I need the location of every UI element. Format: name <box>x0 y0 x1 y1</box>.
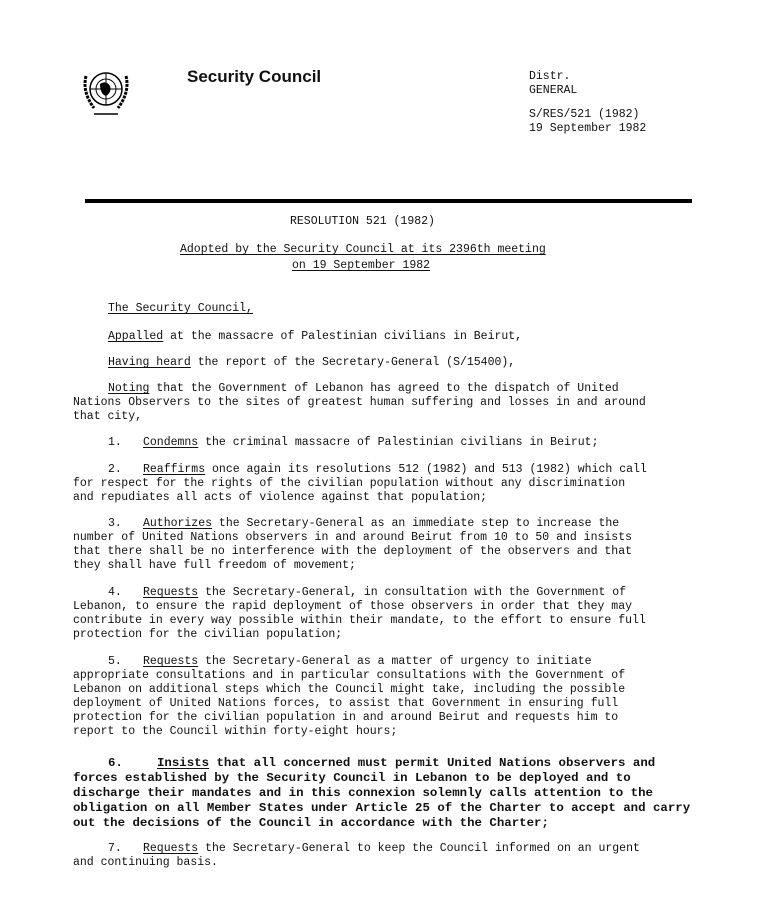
paragraph-text: that the Government of Lebanon has agreed to the dispatch of United <box>149 382 619 395</box>
paragraph-line <box>73 545 632 559</box>
paragraph-text: and continuing basis. <box>73 856 218 869</box>
paragraph-number: 5. <box>108 655 122 668</box>
un-emblem-icon <box>80 64 132 120</box>
paragraph-text: at the massacre of Palestinian civilians in Beirut, <box>163 330 523 343</box>
paragraph-text: the report of the Secretary-General (S/15400), <box>190 356 516 369</box>
operative-keyword: Reaffirms <box>143 463 206 476</box>
paragraph-line <box>108 382 619 396</box>
paragraph-line <box>73 491 487 505</box>
operative-keyword: Appalled <box>108 330 164 343</box>
adopted-line-2: on 19 September 1982 <box>292 259 431 272</box>
paragraph-text: that there shall be no interference with the deployment of the observers and that <box>73 545 632 558</box>
paragraph-line <box>73 628 342 642</box>
paragraph-text: contribute in every way possible within their mandate, to the effort to ensure full <box>73 614 646 627</box>
paragraph-number: 1. <box>108 436 122 449</box>
paragraph-text: once again its resolutions 512 (1982) and 513 (1982) which call <box>205 463 647 476</box>
paragraph-number: 4. <box>108 586 122 599</box>
paragraph-text: the Secretary-General as an immediate step to increase the <box>212 517 620 530</box>
paragraph-text: appropriate consultations and in particular consultations with the Government of <box>73 669 626 682</box>
paragraph-text: Lebanon, to ensure the rapid deployment of those observers in order that they may <box>73 600 632 613</box>
paragraph-text: they shall have full freedom of movement; <box>73 559 356 572</box>
adopted-line-1: Adopted by the Security Council at its 2396th meeting <box>180 243 546 256</box>
header-divider <box>85 199 692 203</box>
paragraph-number: 6. <box>108 756 123 770</box>
paragraph-text: protection for the civilian population in and around Beirut and requests him to <box>73 711 619 724</box>
paragraph-line <box>73 410 142 424</box>
paragraph-line <box>73 816 549 830</box>
document-date: 19 September 1982 <box>529 122 647 135</box>
paragraph-text: protection for the civilian population; <box>73 628 343 641</box>
paragraph-line <box>73 477 625 491</box>
paragraph-line <box>73 725 397 739</box>
operative-keyword: Requests <box>143 842 199 855</box>
operative-keyword: Requests <box>143 586 199 599</box>
paragraph-line <box>73 669 625 683</box>
paragraph-text: forces established by the Security Council in Lebanon to be deployed and to <box>73 771 631 785</box>
paragraph-line <box>73 559 356 573</box>
operative-keyword: The Security Council, <box>108 302 253 315</box>
paragraph-line <box>108 356 515 370</box>
paragraph-line <box>73 697 618 711</box>
paragraph-number: 7. <box>108 842 122 855</box>
paragraph-line <box>73 801 690 815</box>
paragraph-text: that all concerned must permit United Nations observers and <box>209 756 656 770</box>
operative-keyword: Authorizes <box>143 517 213 530</box>
paragraph-text: that city, <box>73 410 143 423</box>
distribution-label: Distr. <box>529 70 571 83</box>
paragraph-text: the criminal massacre of Palestinian civilians in Beirut; <box>198 436 599 449</box>
paragraph-text: for respect for the rights of the civilian population without any discrimination <box>73 477 626 490</box>
distribution-value: GENERAL <box>529 84 578 97</box>
paragraph-line <box>73 856 218 870</box>
paragraph-line <box>73 771 631 785</box>
paragraph-text: Lebanon on additional steps which the Council might take, including the possible <box>73 683 626 696</box>
paragraph-line <box>73 531 632 545</box>
operative-keyword: Requests <box>143 655 199 668</box>
paragraph-number: 2. <box>108 463 122 476</box>
paragraph-line <box>73 711 618 725</box>
paragraph-line <box>108 330 522 344</box>
document-symbol: S/RES/521 (1982) <box>529 108 640 121</box>
paragraph-text: Nations Observers to the sites of greatest human suffering and losses in and around <box>73 396 646 409</box>
operative-keyword: Insists <box>157 756 210 770</box>
paragraph-text: the Secretary-General, in consultation with the Government of <box>198 586 627 599</box>
paragraph-text: and repudiates all acts of violence against that population; <box>73 491 488 504</box>
paragraph-text: out the decisions of the Council in accordance with the Charter; <box>73 816 549 830</box>
operative-keyword: Noting <box>108 382 150 395</box>
resolution-title: RESOLUTION 521 (1982) <box>290 215 435 228</box>
organ-title: Security Council <box>187 67 322 86</box>
paragraph-line <box>73 614 646 628</box>
paragraph-text: discharge their mandates and in this connexion solemnly calls attention to the <box>73 786 653 800</box>
paragraph-text: number of United Nations observers in and around Beirut from 10 to 50 and insists <box>73 531 632 544</box>
paragraph-line <box>73 683 625 697</box>
operative-keyword: Having heard <box>108 356 191 369</box>
paragraph-text: report to the Council within forty-eight hours; <box>73 725 398 738</box>
paragraph-line <box>108 302 253 316</box>
paragraph-line <box>73 786 653 800</box>
paragraph-line <box>73 600 632 614</box>
paragraph-line <box>73 396 646 410</box>
paragraph-text: the Secretary-General to keep the Council informed on an urgent <box>198 842 640 855</box>
paragraph-text: deployment of United Nations forces, to assist that Government in ensuring full <box>73 697 619 710</box>
paragraph-text: obligation on all Member States under Article 25 of the Charter to accept and carry <box>73 801 691 815</box>
operative-keyword: Condemns <box>143 436 199 449</box>
paragraph-number: 3. <box>108 517 122 530</box>
paragraph-text: the Secretary-General as a matter of urgency to initiate <box>198 655 592 668</box>
